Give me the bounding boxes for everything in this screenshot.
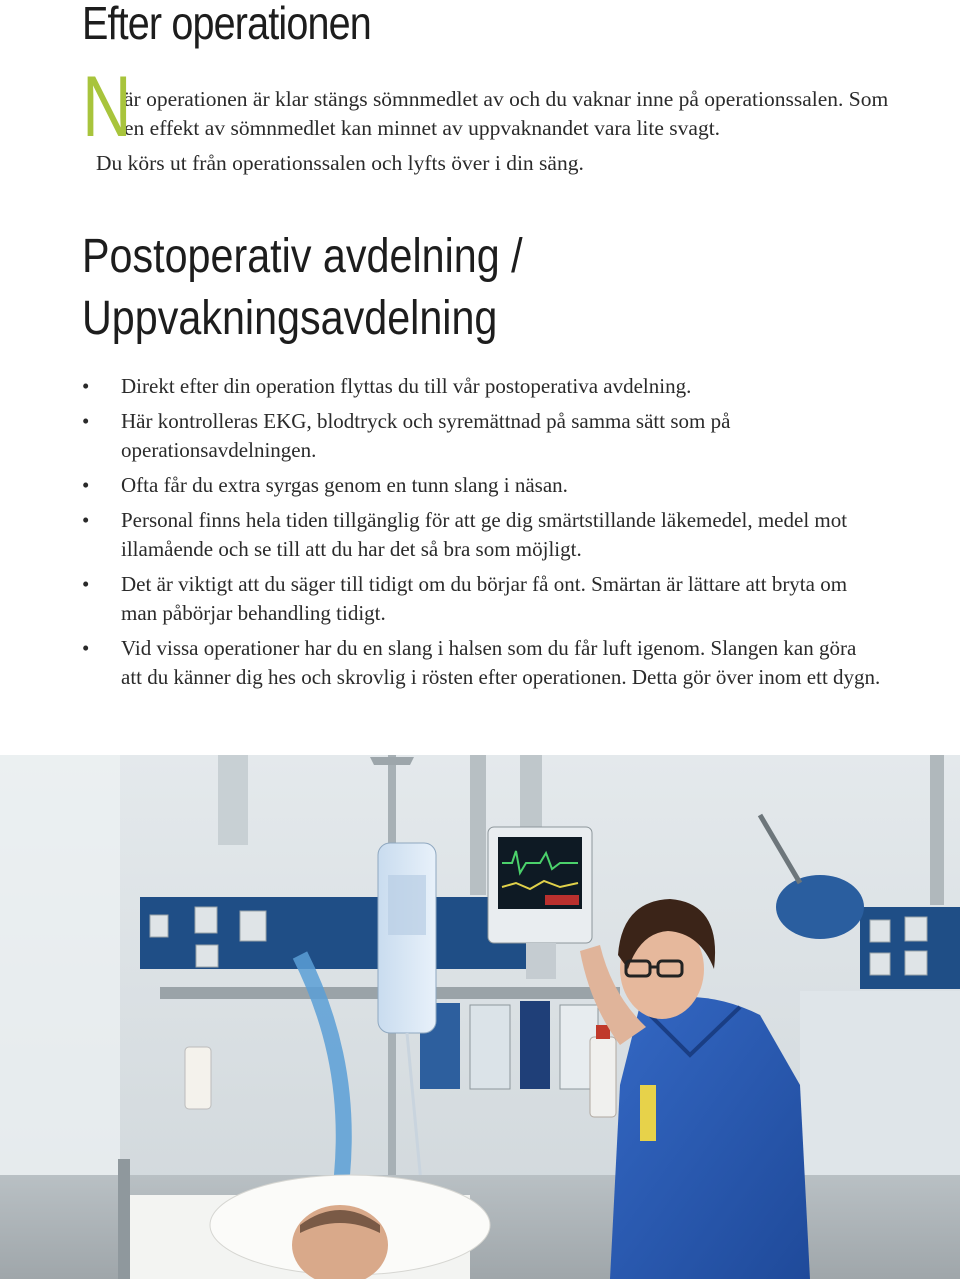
iv-bag — [378, 843, 436, 1033]
list-item — [82, 506, 882, 564]
recovery-room-illustration — [0, 755, 960, 1279]
page-title: Efter operationen — [82, 0, 371, 49]
bullet-icon: • — [82, 572, 90, 596]
id-badge — [640, 1085, 656, 1141]
alarm-indicator — [545, 895, 579, 905]
bullet-text: Vid vissa operationer har du en slang i halsen som du får luft igenom. Slangen kan göra att du känner dig hes och skrovlig i rösten efter operationen. Detta gör över inom ett dygn. — [121, 636, 881, 689]
list-item — [82, 471, 882, 500]
iv-hook — [370, 757, 414, 765]
list-item — [82, 570, 882, 628]
intro-paragraph-2: Du körs ut från operationssalen och lyfts över i din säng. — [96, 151, 584, 175]
section-heading — [82, 226, 523, 350]
bed-rail — [118, 1159, 130, 1279]
bullet-icon: • — [82, 508, 90, 532]
drop-cap: N — [82, 59, 132, 155]
list-item — [82, 634, 882, 692]
supply-box — [520, 1001, 550, 1089]
bottle — [185, 1047, 211, 1109]
section-heading-line-2: Uppvakningsavdelning — [82, 292, 498, 345]
bullet-text: Direkt efter din operation flyttas du till vår postoperativa avdelning. — [121, 374, 692, 398]
recovery-room-photo — [0, 755, 960, 1279]
section-heading-line-1: Postoperativ avdelning / — [82, 230, 523, 283]
bottle — [590, 1037, 616, 1117]
bullet-text: Här kontrolleras EKG, blodtryck och syremättnad på samma sätt som på operationsavdelningen. — [121, 409, 731, 462]
bottle-cap — [596, 1025, 610, 1039]
bullet-list — [82, 372, 882, 698]
list-item — [82, 407, 882, 465]
bullet-text: Ofta får du extra syrgas genom en tunn slang i näsan. — [121, 473, 568, 497]
exam-lamp — [776, 875, 864, 939]
list-item — [82, 372, 882, 401]
wall-rail — [930, 755, 944, 905]
bullet-text: Det är viktigt att du säger till tidigt om du börjar få ont. Smärtan är lättare att bryta om man påbörjar behandling tidigt. — [121, 572, 848, 625]
wall-rail — [218, 755, 248, 845]
intro-text — [82, 59, 902, 178]
bullet-icon: • — [82, 636, 90, 660]
iv-bag-label — [388, 875, 426, 935]
bullet-icon: • — [82, 409, 90, 433]
supply-box — [470, 1005, 510, 1089]
wall-rail — [470, 755, 486, 895]
monitor-arm — [526, 943, 556, 979]
intro-paragraph-1: är operationen är klar stängs sömnmedlet av och du vaknar inne på operationssalen. Som en effekt av sömnmedlet kan minnet av uppvaknandet vara lite svagt. — [124, 87, 889, 140]
bullet-text: Personal finns hela tiden tillgänglig för att ge dig smärtstillande läkemedel, medel mot illamående och se till att du har det så bra som möjligt. — [121, 508, 848, 561]
bullet-icon: • — [82, 473, 90, 497]
bullet-icon: • — [82, 374, 90, 398]
